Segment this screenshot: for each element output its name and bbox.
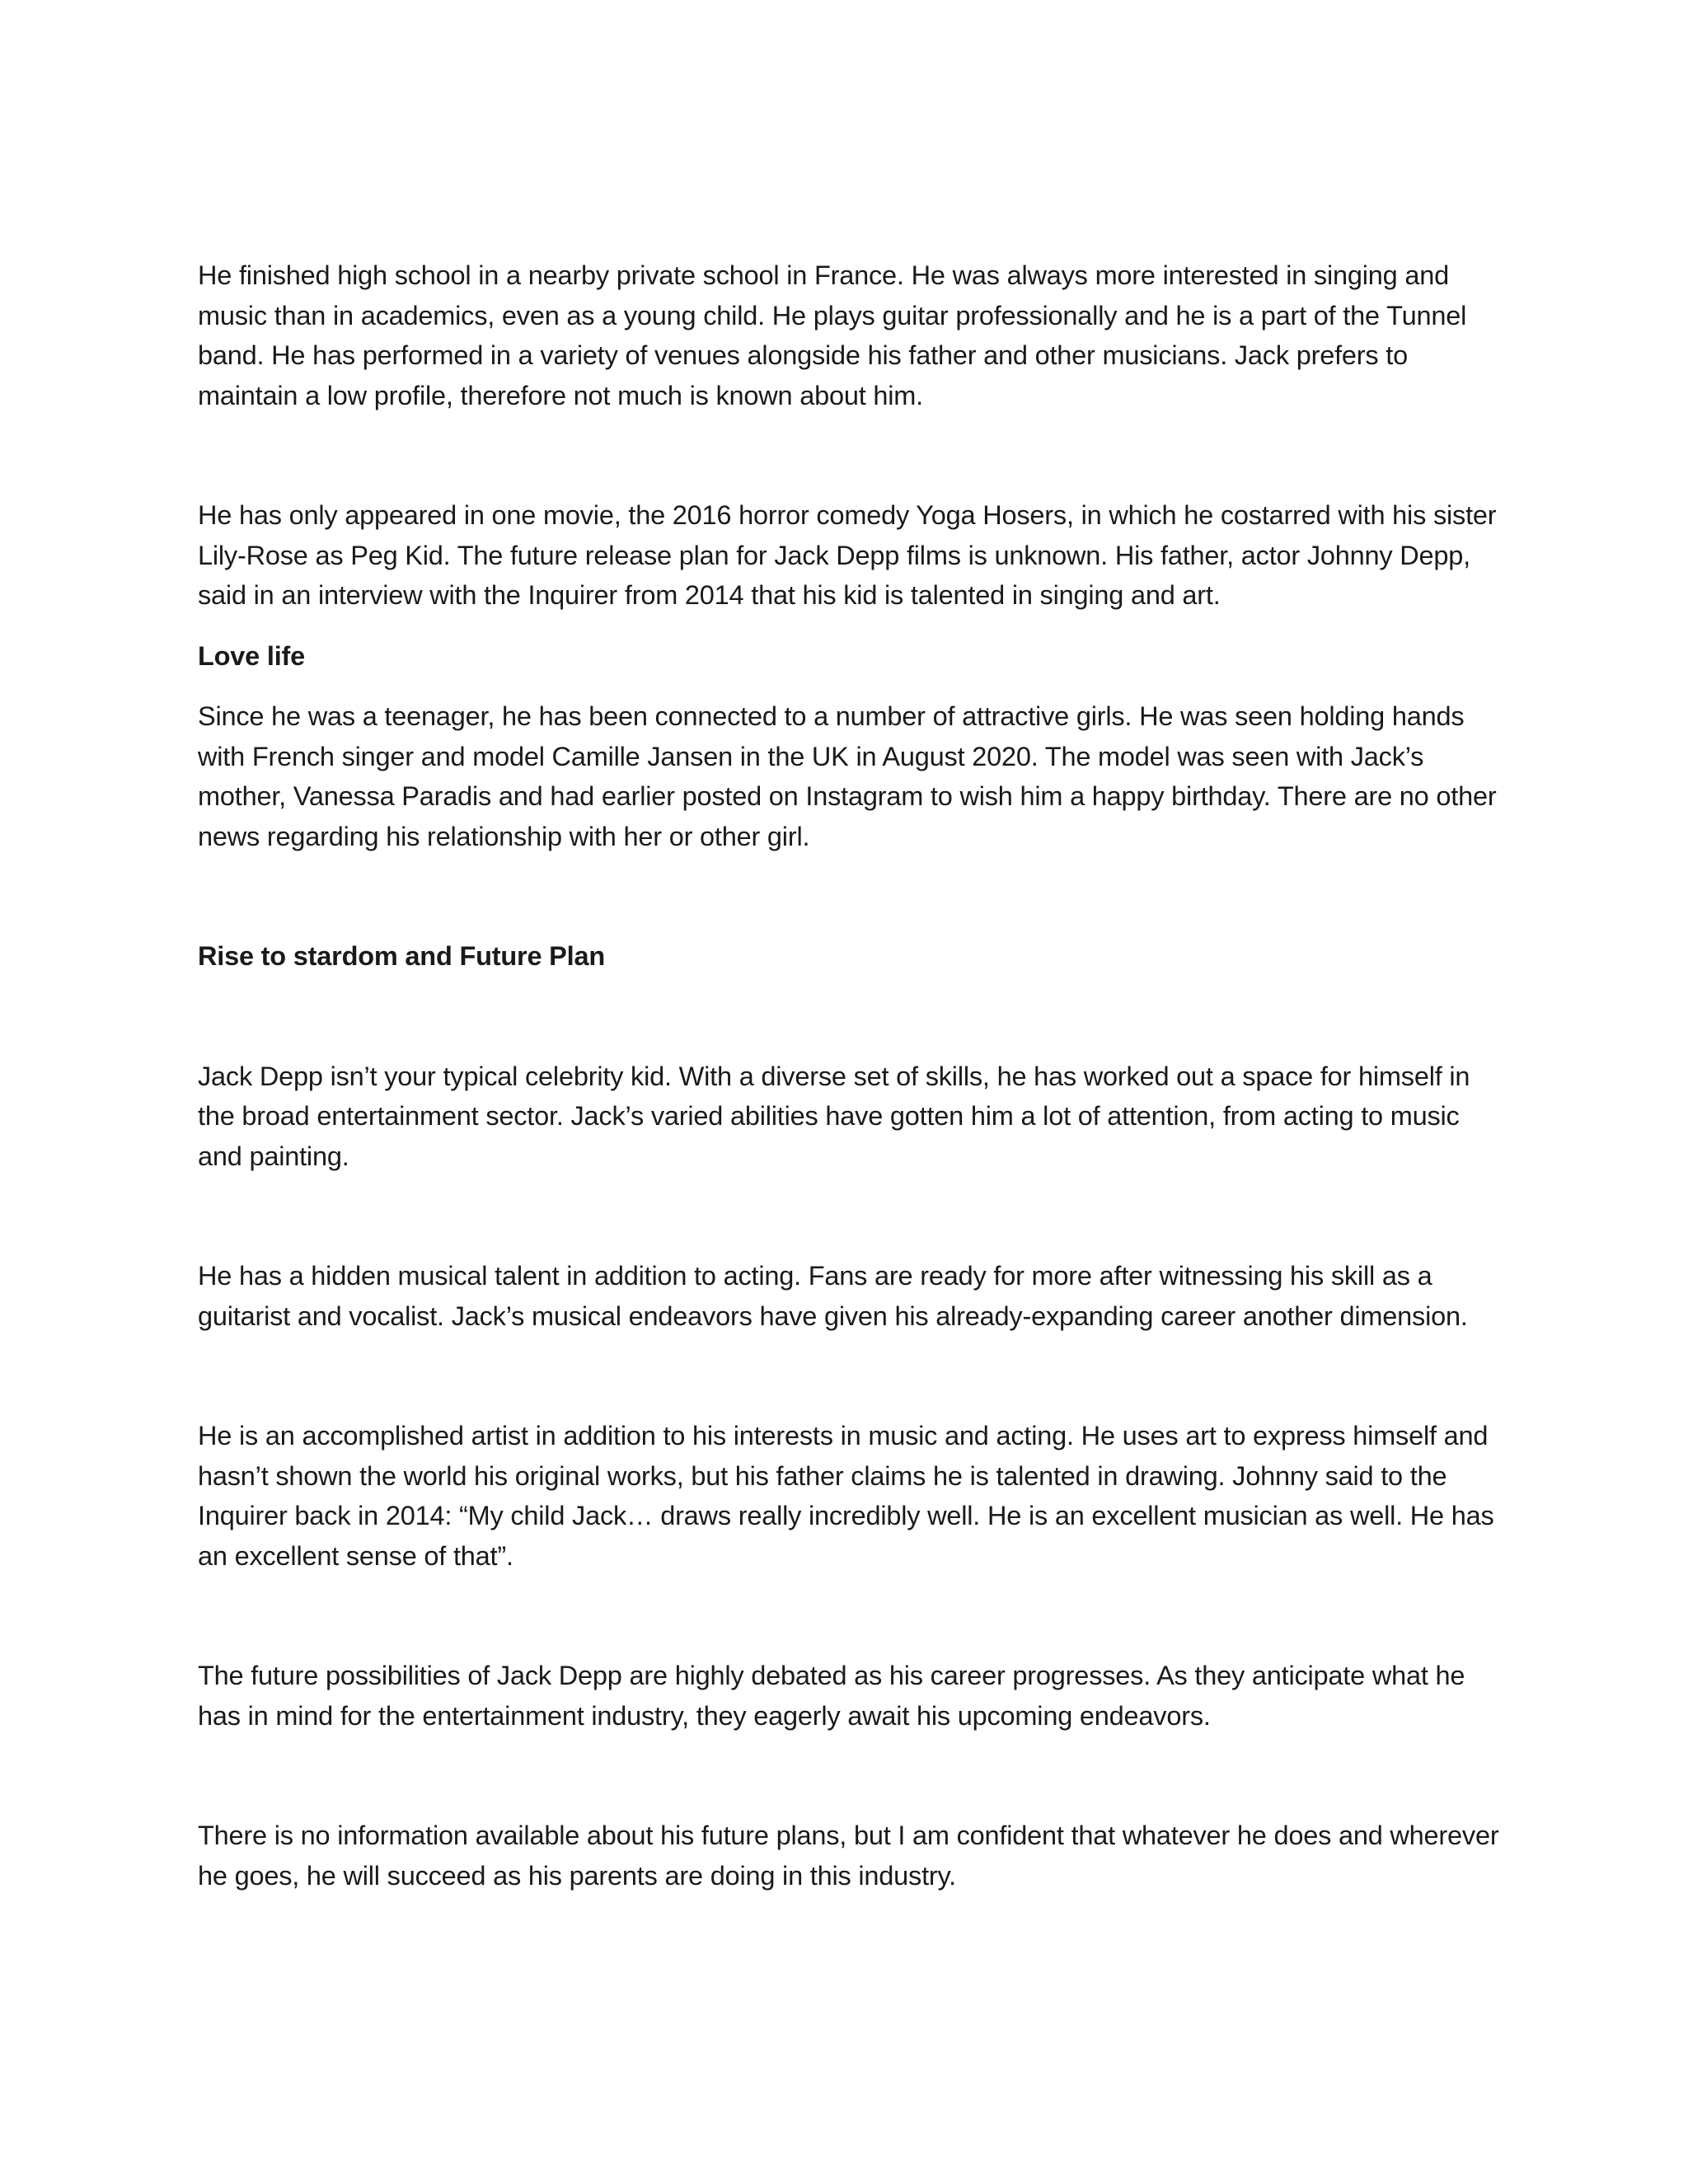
document-body — [198, 255, 1500, 1896]
paragraph-movie: He has only appeared in one movie, the 2016 horror comedy Yoga Hosers, in which he costarred with his sister Lily-Rose as Peg Kid. The future release plan for Jack Depp films is unknown. His father, actor Johnny Depp, said in an interview with the Inquirer from 2014 that his kid is talented in singing and art. — [198, 500, 1497, 610]
spacer — [198, 1176, 1500, 1256]
spacer — [198, 856, 1500, 936]
spacer — [198, 1576, 1500, 1656]
spacer — [198, 616, 1500, 636]
heading-rise-to-stardom: Rise to stardom and Future Plan — [198, 941, 606, 971]
paragraph-future-plans: There is no information available about his future plans, but I am confident that whatever he does and wherever he goes, he will succeed as his parents are doing in this industry. — [198, 1821, 1499, 1891]
paragraph-love-life: Since he was a teenager, he has been connected to a number of attractive girls. He was seen holding hands with French singer and model Camille Jansen in the UK in August 2020. The model was seen with Jack’s mother, Vanessa Paradis and had earlier posted on Instagram to wish him a happy birthday. There are no other news regarding his relationship with her or other girl. — [198, 701, 1497, 851]
spacer — [198, 1736, 1500, 1816]
paragraph-education: He finished high school in a nearby private school in France. He was always more interested in singing and music than in academics, even as a young child. He plays guitar professionally and he is a part of the Tunnel band. He has performed in a variety of venues alongside his father and other musicians. Jack prefers to maintain a low profile, therefore not much is known about him. — [198, 260, 1467, 410]
spacer — [198, 676, 1500, 696]
paragraph-musical-talent: He has a hidden musical talent in addition to acting. Fans are ready for more after witnessing his skill as a guitarist and vocalist. Jack’s musical endeavors have given his already-expanding career another dimension. — [198, 1261, 1468, 1331]
paragraph-future-possibilities: The future possibilities of Jack Depp are highly debated as his career progresses. As they anticipate what he has in mind for the entertainment industry, they eagerly await his upcoming endeavors. — [198, 1661, 1465, 1731]
paragraph-artist: He is an accomplished artist in addition to his interests in music and acting. He uses art to express himself and hasn’t shown the world his original works, but his father claims he is talented in drawing. Johnny said to the Inquirer back in 2014: “My child Jack… draws really incredibly well. He is an excellent musician as well. He has an excellent sense of that”. — [198, 1421, 1494, 1571]
paragraph-celebrity-kid: Jack Depp isn’t your typical celebrity kid. With a diverse set of skills, he has worked out a space for himself in the broad entertainment sector. Jack’s varied abilities have gotten him a lot of attention, from acting to music and painting. — [198, 1061, 1470, 1171]
spacer — [198, 977, 1500, 1057]
spacer — [198, 415, 1500, 495]
heading-love-life: Love life — [198, 640, 306, 671]
spacer — [198, 1336, 1500, 1416]
